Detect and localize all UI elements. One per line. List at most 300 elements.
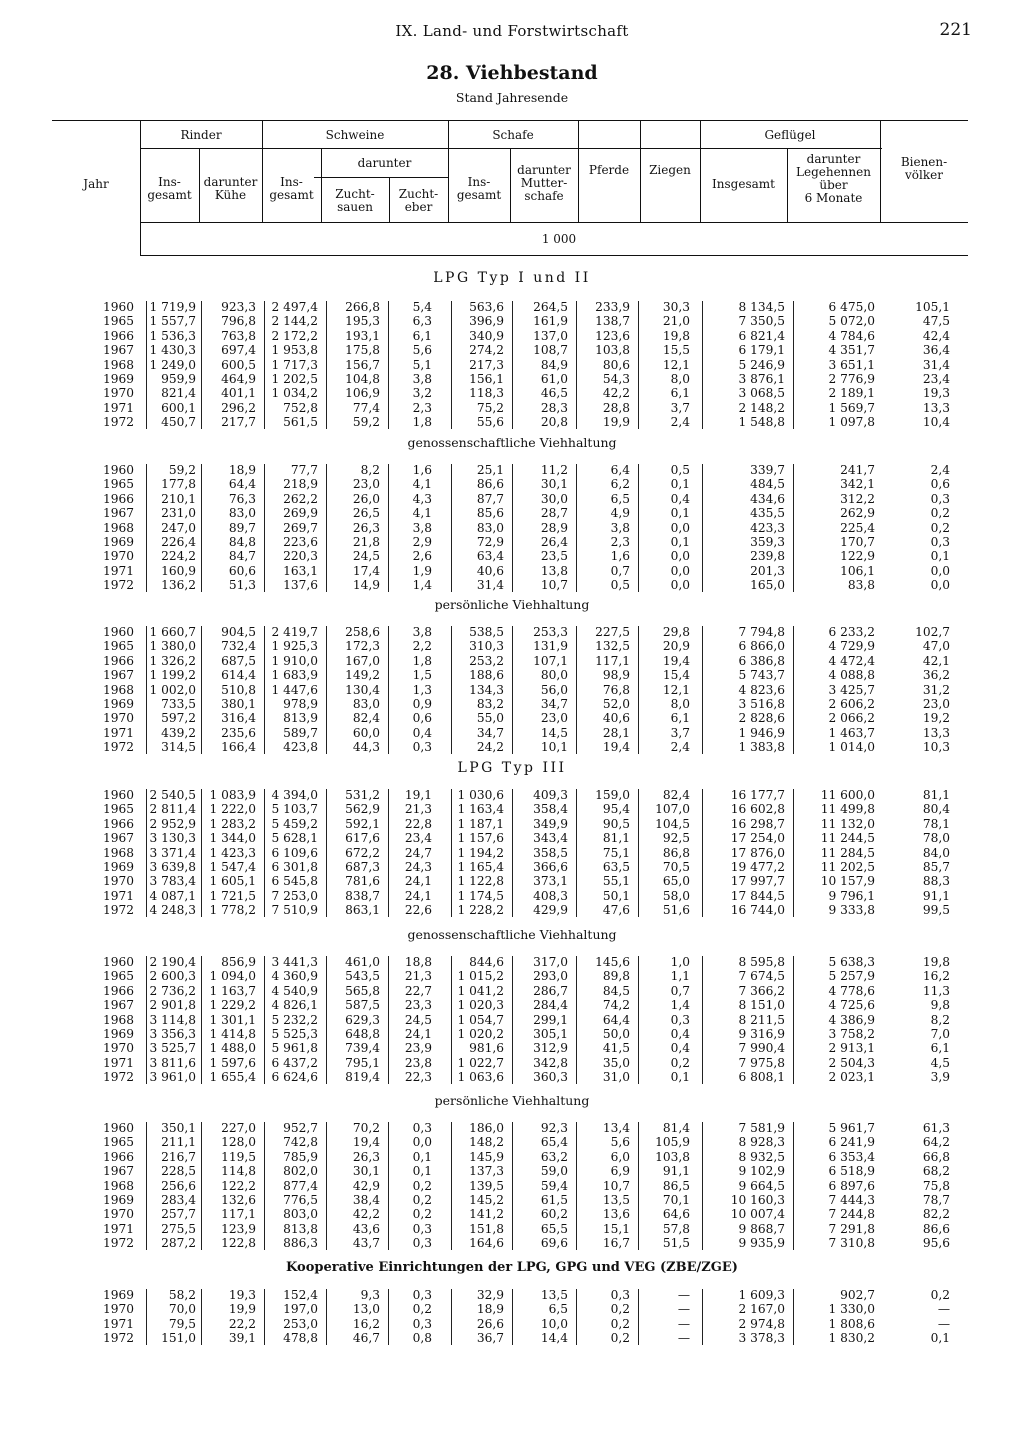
cell-pferde: 95,4 xyxy=(602,802,630,817)
cell-bienen: 0,0 xyxy=(930,563,950,578)
cell-rinder-kuehe: 732,4 xyxy=(221,639,256,654)
cell-mutterschafe: 360,3 xyxy=(533,1070,568,1085)
cell-pferde: 50,0 xyxy=(602,1027,630,1041)
cell-schweine-insgesamt: 6 545,8 xyxy=(271,874,318,889)
cell-zuchteber: 3,8 xyxy=(412,372,432,386)
cell-bienen: 31,4 xyxy=(922,357,950,372)
cell-rinder-kuehe: 1 229,2 xyxy=(209,998,256,1013)
column-divider xyxy=(793,1289,794,1345)
cell-bienen: 0,1 xyxy=(930,549,950,564)
cell-rinder-insgesamt: 733,5 xyxy=(161,697,196,711)
cell-legehennen: 170,7 xyxy=(840,535,875,549)
cell-mutterschafe: 60,2 xyxy=(540,1207,568,1222)
cell-schweine-insgesamt: 742,8 xyxy=(283,1135,318,1150)
cell-rinder-insgesamt: 314,5 xyxy=(161,740,196,755)
year-cell: 1965 xyxy=(102,639,134,654)
cell-bienen: 13,3 xyxy=(922,725,950,740)
year-cell: 1971 xyxy=(102,1316,134,1331)
cell-zuchtsauen: 44,3 xyxy=(352,740,380,755)
year-cell: 1965 xyxy=(102,477,134,492)
col-pferde: Pferde xyxy=(588,163,630,177)
cell-schafe-insgesamt: 1 157,6 xyxy=(457,831,504,846)
cell-zuchtsauen: 60,0 xyxy=(352,725,380,740)
cell-gefluegel-insgesamt: 423,3 xyxy=(750,520,785,535)
column-divider xyxy=(576,626,577,754)
cell-mutterschafe: 408,3 xyxy=(533,888,568,903)
cell-bienen: 42,1 xyxy=(922,653,950,668)
cell-rinder-kuehe: 904,5 xyxy=(221,625,256,639)
cell-zuchteber: 4,1 xyxy=(412,477,432,492)
cell-zuchtsauen: 26,5 xyxy=(352,506,380,521)
cell-mutterschafe: 30,0 xyxy=(540,491,568,506)
cell-pferde: 10,7 xyxy=(602,1178,630,1193)
cell-gefluegel-insgesamt: 1 383,8 xyxy=(738,740,785,755)
column-divider xyxy=(793,301,794,429)
cell-rinder-kuehe: 227,0 xyxy=(221,1121,256,1135)
cell-rinder-insgesamt: 439,2 xyxy=(161,725,196,740)
cell-schweine-insgesamt: 4 540,9 xyxy=(271,983,318,998)
cell-bienen: 91,1 xyxy=(922,888,950,903)
cell-schweine-insgesamt: 4 826,1 xyxy=(271,998,318,1013)
cell-pferde: 40,6 xyxy=(602,711,630,726)
column-divider xyxy=(576,1289,577,1345)
cell-pferde: 6,5 xyxy=(610,491,630,506)
cell-ziegen: — xyxy=(677,1302,690,1317)
cell-schafe-insgesamt: 1 015,2 xyxy=(457,969,504,984)
cell-zuchtsauen: 266,8 xyxy=(345,300,380,314)
col-ziegen: Ziegen xyxy=(649,163,691,177)
cell-legehennen: 5 638,3 xyxy=(828,955,875,969)
cell-rinder-insgesamt: 2 901,8 xyxy=(149,998,196,1013)
cell-rinder-kuehe: 296,2 xyxy=(221,400,256,415)
cell-rinder-insgesamt: 3 356,3 xyxy=(149,1027,196,1041)
col-schafe-insgesamt: Ins- gesamt xyxy=(456,175,502,202)
cell-legehennen: 4 784,6 xyxy=(828,328,875,343)
cell-rinder-kuehe: 1 488,0 xyxy=(209,1041,256,1056)
cell-schweine-insgesamt: 5 525,3 xyxy=(271,1027,318,1041)
cell-zuchteber: 18,8 xyxy=(404,955,432,969)
cell-rinder-insgesamt: 177,8 xyxy=(161,477,196,492)
cell-zuchteber: 0,9 xyxy=(412,697,432,711)
cell-rinder-kuehe: 1 655,4 xyxy=(209,1070,256,1085)
column-divider xyxy=(201,1122,202,1250)
year-cell: 1969 xyxy=(102,697,134,711)
cell-bienen: 84,0 xyxy=(922,845,950,860)
cell-zuchteber: 2,3 xyxy=(412,400,432,415)
cell-legehennen: 11 202,5 xyxy=(820,860,875,874)
cell-gefluegel-insgesamt: 8 932,5 xyxy=(738,1149,785,1164)
cell-schweine-insgesamt: 5 459,2 xyxy=(271,816,318,831)
cell-legehennen: 2 606,2 xyxy=(828,697,875,711)
column-divider xyxy=(146,464,147,592)
cell-bienen: 0,6 xyxy=(930,477,950,492)
col-rinder-insgesamt: Ins- gesamt xyxy=(147,175,192,202)
cell-gefluegel-insgesamt: 17 997,7 xyxy=(730,874,785,889)
cell-legehennen: 2 189,1 xyxy=(828,386,875,401)
cell-schafe-insgesamt: 563,6 xyxy=(469,300,504,314)
cell-ziegen: 81,4 xyxy=(662,1121,690,1135)
cell-zuchteber: 0,1 xyxy=(412,1164,432,1179)
cell-bienen: 75,8 xyxy=(922,1178,950,1193)
cell-ziegen: 0,3 xyxy=(670,1012,690,1027)
cell-schweine-insgesamt: 5 628,1 xyxy=(271,831,318,846)
cell-bienen: 23,0 xyxy=(922,697,950,711)
cell-mutterschafe: 312,9 xyxy=(533,1041,568,1056)
year-cell: 1971 xyxy=(102,400,134,415)
cell-bienen: 16,2 xyxy=(922,969,950,984)
cell-mutterschafe: 6,5 xyxy=(548,1302,568,1317)
col-legehennen: darunter Legehennen über 6 Monate xyxy=(796,152,871,205)
cell-mutterschafe: 63,2 xyxy=(540,1149,568,1164)
cell-bienen: 78,0 xyxy=(922,831,950,846)
cell-bienen: 85,7 xyxy=(922,860,950,874)
cell-schweine-insgesamt: 813,9 xyxy=(283,711,318,726)
cell-legehennen: 1 808,6 xyxy=(828,1316,875,1331)
cell-schweine-insgesamt: 802,0 xyxy=(283,1164,318,1179)
year-cell: 1960 xyxy=(102,1121,134,1135)
cell-schafe-insgesamt: 141,2 xyxy=(469,1207,504,1222)
cell-legehennen: 312,2 xyxy=(840,491,875,506)
cell-zuchtsauen: 42,2 xyxy=(352,1207,380,1222)
cell-ziegen: 6,1 xyxy=(670,711,690,726)
cell-legehennen: 11 244,5 xyxy=(820,831,875,846)
cell-legehennen: 10 157,9 xyxy=(820,874,875,889)
cell-schafe-insgesamt: 981,6 xyxy=(469,1041,504,1056)
cell-schweine-insgesamt: 589,7 xyxy=(283,725,318,740)
cell-schafe-insgesamt: 217,3 xyxy=(469,357,504,372)
cell-schafe-insgesamt: 310,3 xyxy=(469,639,504,654)
cell-rinder-insgesamt: 226,4 xyxy=(161,535,196,549)
cell-pferde: 4,9 xyxy=(610,506,630,521)
year-cell: 1972 xyxy=(102,578,134,593)
cell-schweine-insgesamt: 2 419,7 xyxy=(271,625,318,639)
cell-zuchtsauen: 130,4 xyxy=(345,682,380,697)
cell-gefluegel-insgesamt: 5 743,7 xyxy=(738,668,785,683)
column-divider xyxy=(702,626,703,754)
cell-pferde: 123,6 xyxy=(595,328,630,343)
cell-bienen: 7,0 xyxy=(930,1027,950,1041)
cell-pferde: 117,1 xyxy=(595,653,630,668)
cell-bienen: 68,2 xyxy=(922,1164,950,1179)
cell-zuchteber: 21,3 xyxy=(404,969,432,984)
cell-mutterschafe: 65,5 xyxy=(540,1221,568,1236)
cell-pferde: 2,3 xyxy=(610,535,630,549)
cell-mutterschafe: 10,0 xyxy=(540,1316,568,1331)
cell-mutterschafe: 30,1 xyxy=(540,477,568,492)
cell-gefluegel-insgesamt: 6 179,1 xyxy=(738,343,785,358)
cell-schafe-insgesamt: 24,2 xyxy=(476,740,504,755)
column-divider xyxy=(638,789,639,917)
cell-gefluegel-insgesamt: 16 177,7 xyxy=(730,788,785,802)
cell-bienen: 2,4 xyxy=(930,463,950,477)
cell-zuchteber: 24,1 xyxy=(404,874,432,889)
cell-zuchteber: 0,3 xyxy=(412,1316,432,1331)
cell-legehennen: 5 961,7 xyxy=(828,1121,875,1135)
cell-gefluegel-insgesamt: 17 844,5 xyxy=(730,888,785,903)
column-divider xyxy=(201,301,202,429)
cell-ziegen: 92,5 xyxy=(662,831,690,846)
column-divider xyxy=(451,301,452,429)
cell-gefluegel-insgesamt: 359,3 xyxy=(750,535,785,549)
cell-schweine-insgesamt: 978,9 xyxy=(283,697,318,711)
table-subtitle: Stand Jahresende xyxy=(455,90,569,105)
cell-ziegen: 30,3 xyxy=(662,300,690,314)
cell-ziegen: 19,8 xyxy=(662,328,690,343)
section-title: genossenschaftliche Viehhaltung xyxy=(407,435,617,450)
cell-rinder-kuehe: 132,6 xyxy=(221,1193,256,1207)
cell-schweine-insgesamt: 1 910,0 xyxy=(271,653,318,668)
cell-mutterschafe: 69,6 xyxy=(540,1236,568,1251)
year-cell: 1965 xyxy=(102,1135,134,1150)
cell-schafe-insgesamt: 40,6 xyxy=(476,563,504,578)
cell-legehennen: 6 353,4 xyxy=(828,1149,875,1164)
cell-rinder-kuehe: 122,2 xyxy=(221,1178,256,1193)
col-zuchteber: Zucht- eber xyxy=(398,187,439,214)
cell-pferde: 90,5 xyxy=(602,816,630,831)
cell-pferde: 28,1 xyxy=(602,725,630,740)
cell-pferde: 15,1 xyxy=(602,1221,630,1236)
cell-zuchtsauen: 16,2 xyxy=(352,1316,380,1331)
cell-zuchtsauen: 30,1 xyxy=(352,1164,380,1179)
cell-rinder-insgesamt: 597,2 xyxy=(161,711,196,726)
cell-pferde: 19,4 xyxy=(602,740,630,755)
cell-gefluegel-insgesamt: 3 876,1 xyxy=(738,372,785,386)
cell-legehennen: 106,1 xyxy=(840,563,875,578)
year-cell: 1965 xyxy=(102,802,134,817)
column-divider xyxy=(576,301,577,429)
cell-zuchteber: 0,3 xyxy=(412,1121,432,1135)
cell-gefluegel-insgesamt: 9 316,9 xyxy=(738,1027,785,1041)
cell-rinder-insgesamt: 151,0 xyxy=(161,1331,196,1346)
section-title: LPG Typ III xyxy=(457,760,567,776)
cell-rinder-insgesamt: 4 248,3 xyxy=(149,903,196,918)
cell-zuchteber: 23,3 xyxy=(404,998,432,1013)
cell-zuchtsauen: 77,4 xyxy=(352,400,380,415)
column-divider xyxy=(201,464,202,592)
cell-schafe-insgesamt: 134,3 xyxy=(469,682,504,697)
cell-bienen: 19,2 xyxy=(922,711,950,726)
year-cell: 1967 xyxy=(102,343,134,358)
cell-pferde: 63,5 xyxy=(602,860,630,874)
column-divider xyxy=(451,956,452,1084)
cell-pferde: 0,2 xyxy=(610,1302,630,1317)
cell-rinder-kuehe: 64,4 xyxy=(228,477,256,492)
cell-rinder-insgesamt: 2 736,2 xyxy=(149,983,196,998)
column-divider xyxy=(512,1122,513,1250)
cell-mutterschafe: 373,1 xyxy=(533,874,568,889)
cell-zuchteber: 0,3 xyxy=(412,1236,432,1251)
cell-rinder-insgesamt: 211,1 xyxy=(161,1135,196,1150)
cell-bienen: 0,3 xyxy=(930,535,950,549)
column-divider xyxy=(702,1289,703,1345)
column-divider xyxy=(146,1289,147,1345)
cell-mutterschafe: 80,0 xyxy=(540,668,568,683)
cell-ziegen: 0,0 xyxy=(670,549,690,564)
cell-gefluegel-insgesamt: 6 866,0 xyxy=(738,639,785,654)
table-title: 28. Viehbestand xyxy=(426,62,598,84)
cell-zuchtsauen: 17,4 xyxy=(352,563,380,578)
col-rinder: Rinder xyxy=(180,128,222,142)
cell-schafe-insgesamt: 1 187,1 xyxy=(457,816,504,831)
cell-gefluegel-insgesamt: 165,0 xyxy=(750,578,785,593)
cell-ziegen: 82,4 xyxy=(662,788,690,802)
cell-zuchteber: 22,3 xyxy=(404,1070,432,1085)
cell-zuchtsauen: 617,6 xyxy=(345,831,380,846)
cell-ziegen: 107,0 xyxy=(655,802,690,817)
cell-rinder-kuehe: 1 423,3 xyxy=(209,845,256,860)
cell-rinder-kuehe: 1 163,7 xyxy=(209,983,256,998)
cell-schafe-insgesamt: 1 228,2 xyxy=(457,903,504,918)
cell-legehennen: 2 913,1 xyxy=(828,1041,875,1056)
cell-legehennen: 4 088,8 xyxy=(828,668,875,683)
cell-rinder-kuehe: 84,7 xyxy=(228,549,256,564)
cell-schafe-insgesamt: 253,2 xyxy=(469,653,504,668)
cell-schafe-insgesamt: 844,6 xyxy=(469,955,504,969)
cell-zuchtsauen: 13,0 xyxy=(352,1302,380,1317)
cell-zuchtsauen: 781,6 xyxy=(345,874,380,889)
year-cell: 1972 xyxy=(102,903,134,918)
cell-mutterschafe: 10,1 xyxy=(540,740,568,755)
cell-schafe-insgesamt: 1 030,6 xyxy=(457,788,504,802)
cell-ziegen: — xyxy=(677,1316,690,1331)
cell-zuchteber: 1,8 xyxy=(412,415,432,430)
cell-zuchteber: 24,1 xyxy=(404,1027,432,1041)
cell-schafe-insgesamt: 1 174,5 xyxy=(457,888,504,903)
cell-legehennen: 3 758,2 xyxy=(828,1027,875,1041)
cell-schweine-insgesamt: 218,9 xyxy=(283,477,318,492)
cell-zuchtsauen: 19,4 xyxy=(352,1135,380,1150)
cell-pferde: 19,9 xyxy=(602,415,630,430)
cell-ziegen: 64,6 xyxy=(662,1207,690,1222)
cell-mutterschafe: 14,4 xyxy=(540,1331,568,1346)
year-cell: 1972 xyxy=(102,415,134,430)
cell-zuchteber: 22,6 xyxy=(404,903,432,918)
cell-zuchtsauen: 59,2 xyxy=(352,415,380,430)
cell-gefluegel-insgesamt: 239,8 xyxy=(750,549,785,564)
cell-mutterschafe: 161,9 xyxy=(533,314,568,329)
cell-zuchtsauen: 83,0 xyxy=(352,697,380,711)
cell-pferde: 159,0 xyxy=(595,788,630,802)
cell-mutterschafe: 305,1 xyxy=(533,1027,568,1041)
cell-mutterschafe: 108,7 xyxy=(533,343,568,358)
cell-legehennen: 11 600,0 xyxy=(820,788,875,802)
column-divider xyxy=(388,789,389,917)
year-cell: 1967 xyxy=(102,1164,134,1179)
col-schweine-darunter: darunter xyxy=(357,156,412,170)
cell-legehennen: 3 651,1 xyxy=(828,357,875,372)
cell-schafe-insgesamt: 86,6 xyxy=(476,477,504,492)
year-cell: 1965 xyxy=(102,314,134,329)
cell-zuchtsauen: 26,0 xyxy=(352,491,380,506)
cell-legehennen: 7 444,3 xyxy=(828,1193,875,1207)
cell-bienen: 36,4 xyxy=(922,343,950,358)
cell-legehennen: 6 233,2 xyxy=(828,625,875,639)
cell-rinder-kuehe: 123,9 xyxy=(221,1221,256,1236)
cell-schafe-insgesamt: 31,4 xyxy=(476,578,504,593)
cell-ziegen: 105,9 xyxy=(655,1135,690,1150)
cell-zuchteber: 3,8 xyxy=(412,625,432,639)
year-cell: 1971 xyxy=(102,1055,134,1070)
cell-legehennen: 4 778,6 xyxy=(828,983,875,998)
cell-rinder-kuehe: 114,8 xyxy=(221,1164,256,1179)
year-cell: 1969 xyxy=(102,1193,134,1207)
year-cell: 1968 xyxy=(102,357,134,372)
cell-pferde: 41,5 xyxy=(602,1041,630,1056)
cell-legehennen: 4 729,9 xyxy=(828,639,875,654)
column-divider xyxy=(326,956,327,1084)
column-divider xyxy=(264,1289,265,1345)
cell-zuchtsauen: 14,9 xyxy=(352,578,380,593)
cell-bienen: 82,2 xyxy=(922,1207,950,1222)
cell-ziegen: 0,4 xyxy=(670,1041,690,1056)
cell-rinder-kuehe: 796,8 xyxy=(221,314,256,329)
cell-zuchteber: 1,9 xyxy=(412,563,432,578)
cell-rinder-kuehe: 1 597,6 xyxy=(209,1055,256,1070)
year-cell: 1966 xyxy=(102,328,134,343)
cell-ziegen: 6,1 xyxy=(670,386,690,401)
cell-legehennen: 11 499,8 xyxy=(820,802,875,817)
cell-legehennen: 4 472,4 xyxy=(828,653,875,668)
cell-bienen: 99,5 xyxy=(922,903,950,918)
cell-zuchteber: 22,8 xyxy=(404,816,432,831)
cell-pferde: 138,7 xyxy=(595,314,630,329)
cell-pferde: 13,6 xyxy=(602,1207,630,1222)
cell-rinder-kuehe: 19,3 xyxy=(228,1288,256,1302)
cell-rinder-kuehe: 600,5 xyxy=(221,357,256,372)
cell-legehennen: 1 463,7 xyxy=(828,725,875,740)
cell-schafe-insgesamt: 1 165,4 xyxy=(457,860,504,874)
cell-rinder-kuehe: 166,4 xyxy=(221,740,256,755)
cell-mutterschafe: 23,5 xyxy=(540,549,568,564)
cell-gefluegel-insgesamt: 9 935,9 xyxy=(738,1236,785,1251)
cell-mutterschafe: 34,7 xyxy=(540,697,568,711)
cell-schafe-insgesamt: 1 194,2 xyxy=(457,845,504,860)
cell-pferde: 55,1 xyxy=(602,874,630,889)
cell-gefluegel-insgesamt: 8 151,0 xyxy=(738,998,785,1013)
cell-rinder-kuehe: 1 721,5 xyxy=(209,888,256,903)
cell-rinder-kuehe: 1 605,1 xyxy=(209,874,256,889)
cell-bienen: 78,1 xyxy=(922,816,950,831)
cell-rinder-insgesamt: 3 525,7 xyxy=(149,1041,196,1056)
cell-schweine-insgesamt: 561,5 xyxy=(283,415,318,430)
cell-schafe-insgesamt: 145,2 xyxy=(469,1193,504,1207)
cell-gefluegel-insgesamt: 9 664,5 xyxy=(738,1178,785,1193)
cell-ziegen: 103,8 xyxy=(655,1149,690,1164)
cell-ziegen: 19,4 xyxy=(662,653,690,668)
cell-ziegen: 12,1 xyxy=(662,682,690,697)
cell-gefluegel-insgesamt: 7 366,2 xyxy=(738,983,785,998)
cell-rinder-kuehe: 39,1 xyxy=(228,1331,256,1346)
cell-schweine-insgesamt: 77,7 xyxy=(290,463,318,477)
cell-mutterschafe: 10,7 xyxy=(540,578,568,593)
cell-mutterschafe: 28,7 xyxy=(540,506,568,521)
cell-schafe-insgesamt: 274,2 xyxy=(469,343,504,358)
cell-bienen: 8,2 xyxy=(930,1012,950,1027)
col-mutterschafe: darunter Mutter- schafe xyxy=(517,163,571,203)
cell-gefluegel-insgesamt: 1 548,8 xyxy=(738,415,785,430)
cell-gefluegel-insgesamt: 2 974,8 xyxy=(738,1316,785,1331)
cell-mutterschafe: 293,0 xyxy=(533,969,568,984)
year-cell: 1970 xyxy=(102,1041,134,1056)
year-cell: 1966 xyxy=(102,653,134,668)
column-divider xyxy=(702,301,703,429)
column-divider xyxy=(638,956,639,1084)
column-divider xyxy=(264,956,265,1084)
cell-zuchteber: 22,7 xyxy=(404,983,432,998)
column-divider xyxy=(451,464,452,592)
cell-zuchteber: 0,6 xyxy=(412,711,432,726)
cell-rinder-kuehe: 76,3 xyxy=(228,491,256,506)
